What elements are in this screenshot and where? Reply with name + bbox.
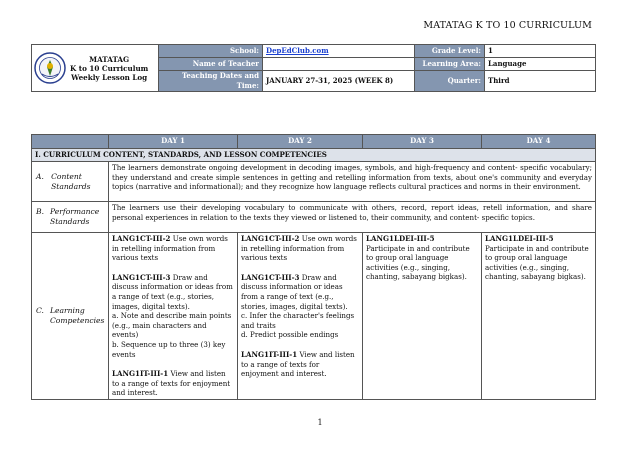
dates-label: Teaching Dates and Time: — [159, 71, 263, 92]
quarter-value: Third — [485, 71, 596, 92]
content-standards-row — [32, 162, 596, 202]
teacher-value — [263, 58, 415, 71]
area-value: Language — [485, 58, 596, 71]
day-4-header: DAY 4 — [482, 135, 596, 149]
page-title: MATATAG K TO 10 CURRICULUM — [423, 20, 592, 31]
lesson-log-header — [31, 44, 596, 92]
corner-cell — [32, 135, 109, 149]
day-2-competencies: LANG1CT-III-2 Use own words in retelling information from various texts LANG1CT-III-3 Draw and discuss information or ideas from a range of text (e.g., stories, images, digital texts). c. Infer the character's feelings and traits d. Predict possible endings LANG1IT-III-1 View and listen to a range of texts for enjoyment and interest. — [238, 233, 363, 400]
brand-title: MATATAG K to 10 Curriculum Weekly Lesson Log — [70, 54, 149, 82]
performance-standards-row — [32, 202, 596, 233]
teacher-label: Name of Teacher — [159, 58, 263, 71]
lesson-log-table — [31, 134, 596, 400]
content-standards-label: A. Content Standards — [32, 162, 109, 202]
deped-seal-icon — [34, 52, 66, 84]
day-2-header: DAY 2 — [238, 135, 363, 149]
day-3-competencies: LANG1LDEI-III-5 Participate in and contribute to group oral language activities (e.g., singing, chanting, sabayang bigkas). — [363, 233, 482, 400]
learning-competencies-row — [32, 233, 596, 400]
brand-cell — [32, 45, 159, 92]
section-title: I. CURRICULUM CONTENT, STANDARDS, AND LESSON COMPETENCIES — [32, 149, 596, 162]
grade-label: Grade Level: — [415, 45, 485, 58]
day-1-competencies: LANG1CT-III-2 Use own words in retelling information from various texts LANG1CT-III-3 Draw and discuss information or ideas from a range of text (e.g., stories, images, digital texts). a. Note and describe main points (e.g., main characters and events) b. Sequence up to three (3) key events LANG1IT-III-1 View and listen to a range of texts for enjoyment and interest. — [109, 233, 238, 400]
day-3-header: DAY 3 — [363, 135, 482, 149]
content-standards-text: The learners demonstrate ongoing development in decoding images, symbols, and high-frequency and content- specific vocabulary; they understand and create simple sentences in getting and retelling information from texts, about one's community and everyday topics (narrative and informational); and they recognize how language reflects cultural practices and norms in their environment. — [109, 162, 596, 202]
section-row — [32, 149, 596, 162]
day-1-header: DAY 1 — [109, 135, 238, 149]
school-value[interactable] — [263, 45, 415, 58]
quarter-label: Quarter: — [415, 71, 485, 92]
school-link[interactable]: DepEdClub.com — [266, 46, 329, 55]
page-number: 1 — [317, 418, 323, 427]
performance-standards-label: B. Performance Standards — [32, 202, 109, 233]
performance-standards-text: The learners use their developing vocabulary to communicate with others, record, report ideas, retell information, and share personal experiences in relation to the texts they viewed or listened to, their community, and content- specific topics. — [109, 202, 596, 233]
grade-value: 1 — [485, 45, 596, 58]
area-label: Learning Area: — [415, 58, 485, 71]
school-label: School: — [159, 45, 263, 58]
day-4-competencies: LANG1LDEI-III-5 Participate in and contribute to group oral language activities (e.g., singing, chanting, sabayang bigkas). — [482, 233, 596, 400]
days-header-row — [32, 135, 596, 149]
dates-value: JANUARY 27-31, 2025 (WEEK 8) — [263, 71, 415, 92]
learning-competencies-label: C. Learning Competencies — [32, 233, 109, 400]
